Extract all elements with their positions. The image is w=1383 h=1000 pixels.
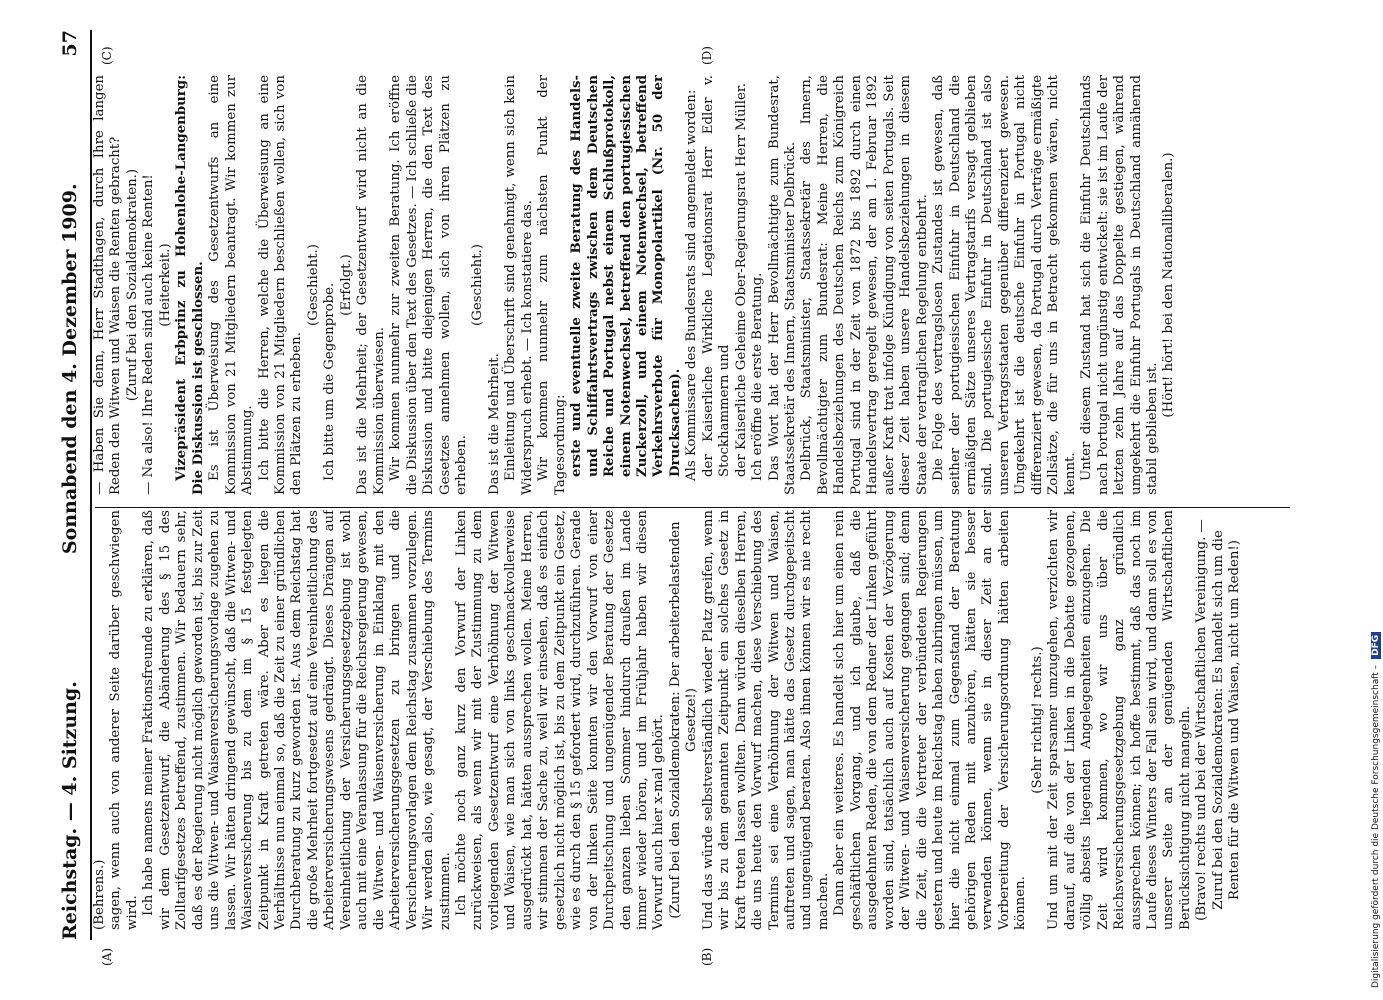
- margin-marker-b: (B): [700, 947, 714, 966]
- column-rule: [95, 507, 1290, 508]
- paragraph: Und um mit der Zeit sparsamer umzugehen, verzichten wir darauf, auf die von der Linken in die Debatte gezogenen, völlig abseits liegenden Angelegenheiten einzugehen. Die Zeit wird kommen, wo wir uns über die Reichsversicherungsgesetzgebung ganz gründlich aussprechen können; ich hoffe bestimmt, daß das noch im Laufe dieses Winters der Fall sein wird, und dann soll es von unserer Seite an der genügenden Wirtschaftlichen Berücksichtigung nicht mangeln.: [1046, 510, 1193, 930]
- margin-marker-c: (C): [100, 46, 114, 65]
- interjection: (Heiterkeit.): [157, 243, 173, 327]
- header-left: Reichstag. — 4. Sitzung.: [59, 681, 81, 940]
- paragraph: Und das würde selbstverständlich wieder Platz greifen, wenn wir bis zu dem genannten Zeitpunkt ein solches Gesetz in Kraft treten lassen wollten. Dann würden dieselben Herren, die uns heute den Vorwurf machen, diese Verschiebung des Termins sei eine Verhöhnung der Witwen und Waisen, auftreten und sagen, man hätte das Gesetz durchgepeitscht und ungenügend beraten. Also ihnen können wir es nie recht machen.: [700, 510, 831, 930]
- paragraph: Als Kommissare des Bundesrats sind angemeldet worden:: [684, 89, 700, 481]
- paragraph: Ich eröffne die erste Beratung.: [750, 272, 766, 481]
- dfg-logo: DFG: [1371, 632, 1381, 659]
- credit-text: Digitalisierung gefördert durch die Deutsche Forschungsgemeinschaft –: [1371, 664, 1381, 988]
- paragraph: sagen, wenn auch von anderer Seite darüber geschwiegen wird.: [108, 510, 140, 930]
- agenda-item: erste und eventuelle zweite Beratung des Handels- und Schiffahrtsvertrags zwischen dem Deutschen Reiche und Portugal nebst einem Schlußprotokoll, einem Notenwechsel, betreffend den portugiesischen Zuckerzoll, und einem Notenwechsel, betreffend Verkehrsverbote für Monopolartikel (Nr. 50 der Drucksachen).: [569, 75, 683, 477]
- paragraph: Ich bitte um die Gegenprobe.: [322, 282, 338, 481]
- interjection: (Bravo! rechts und bei der Wirtschaftlichen Vereinigung. — Zuruf bei den Sozialdemokraten: Es handelt sich um die Renten für die Witwen und Waisen, nicht um Reden!): [1194, 519, 1243, 921]
- page-number: 57: [59, 30, 81, 57]
- paragraph: Ich habe namens meiner Fraktionsfreunde zu erklären, daß wir dem Gesetzentwurf, die Abänderung des § 15 des Zolltarifgesetzes betreffend, zustimmen. Wir bedauern sehr, daß es der Regierung nicht möglich geworden ist, bis zur Zeit uns die Witwen- und Waisenversicherungsvorlage zugehen zu lassen. Wir hätten dringend gewünscht, daß die Witwen- und Waisenversicherung bis zu dem im § 15 festgelegten Zeitpunkt in Kraft getreten wäre. Aber es liegen die Verhältnisse nun einmal so, daß die Zeit zu einer gründlichen Durchberatung zu kurz geworden ist. Aus dem Reichstag hat die große Mehrheit fortgesetzt auf eine Vereinheitlichung des Arbeiterversicherungswesens gedrängt. Dieses Drängen auf Vereinheitlichung der Versicherungsgesetzgebung ist wohl auch mit eine Veranlassung für die Reichsregierung gewesen, die Witwen- und Waisenversicherung in Einklang mit den Arbeiterversicherungsgesetzen zu bringen und die Versicherungsvorlagen dem Reichstag zusammen vorzulegen. Wir werden also, wie gesagt, der Verschiebung des Termins zustimmen.: [141, 510, 453, 930]
- speaker-paragraph: Delbrück, Staatsminister, Staatssekretär des Innern, Bevollmächtigter zum Bundesrat: Meine Herren, die Handelsbeziehungen des Deutschen Reichs zum Königreich Portugal sind in der Zeit von 1872 bis 1892 durch einen Handelsvertrag geregelt gewesen, der am 1. Februar 1892 außer Kraft trat infolge Kündigung von seiten Portugals. Seit dieser Zeit haben unsere Handelsbeziehungen in diesem Staate der vertraglichen Regelung entbehrt.: [799, 75, 930, 495]
- interjection: (Geschieht.): [470, 244, 486, 326]
- left-column: [92, 510, 1292, 930]
- paragraph: Wir kommen nunmehr zum nächsten Punkt der Tagesordnung:: [536, 75, 568, 495]
- speaker-paragraph: Vizepräsident Erbprinz zu Hohenlohe-Langenburg: Die Diskussion ist geschlossen.: [174, 75, 206, 495]
- paragraph: Ich bitte die Herren, welche die Überweisung an eine Kommission von 21 Mitgliedern beschließen wollen, sich von den Plätzen zu erheben.: [256, 75, 305, 495]
- paragraph: Das ist die Mehrheit; der Gesetzentwurf wird nicht an die Kommission überwiesen.: [355, 75, 387, 495]
- paragraph: Es ist Überweisung des Gesetzentwurfs an eine Kommission von 21 Mitgliedern beantragt. Wir kommen zur Abstimmung.: [207, 75, 256, 495]
- commissioner-entry: der Kaiserliche Geheime Ober-Regierungsrat Herr Müller.: [733, 82, 749, 477]
- interjection: (Zuruf bei den Sozialdemokraten: Der arbeiterbelastenden Gesetze!): [667, 521, 700, 919]
- paragraph: Unter diesem Zustand hat sich die Einfuhr Deutschlands nach Portugal nicht ungünstig entwickelt: sie ist im Laufe der letzten zehn Jahre auf das Doppelte gestiegen, während umgekehrt die Einfuhr Portugals in Deutschland annähernd stabil geblieben ist.: [1079, 75, 1160, 495]
- interjection: (Erfolgt.): [338, 254, 354, 316]
- paragraph: Wir kommen nunmehr zur zweiten Beratung. Ich eröffne die Diskussion über den Text des Gesetzes. — Ich schließe die Diskussion und bitte diejenigen Herren, die den Text des Gesetzes annehmen wollen, sich von ihren Plätzen zu erheben.: [388, 75, 469, 495]
- paragraph: Einleitung und Überschrift sind genehmigt, wenn sich kein Widerspruch erhebt. — Ich konstatiere das.: [503, 75, 535, 495]
- digitization-credit: [1370, 8, 1382, 988]
- commissioner-entry: der Kaiserliche Wirkliche Legationsrat Herr Edler v. Stockhammern und: [700, 75, 733, 477]
- speaker-note: (Behrens.): [92, 859, 107, 930]
- paragraph: Ich möchte noch ganz kurz den Vorwurf der Linken zurückweisen, als wenn wir mit der Zustimmung zu dem vorliegenden Gesetzentwurf eine Verhöhnung der Witwen und Waisen, wie man sich von links geschmackvollerweise ausgedrückt hat, hätten aussprechen wollen. Meine Herren, wir stimmen der Sache zu, weil wir einsehen, daß es einfach gesetzlich nicht möglich ist, bis zu dem Zeitpunkt ein Gesetz, wie es durch den § 15 gefordert wird, durchzuführen. Gerade von der linken Seite konnten wir den Vorwurf von einer Durchpeitschung und ungenügender Beratung der Gesetze den ganzen lieben Sommer hindurch draußen im Lande immer wieder hören, und im Frühjahr haben wir diesen Vorwurf auch hier x-mal gehört.: [453, 510, 667, 930]
- right-column: [92, 75, 1292, 495]
- paragraph: Die Folge des vertragslosen Zustandes ist gewesen, daß seither der portugiesischen Einfuhr in Deutschland die ermäßigten Sätze unseres Vertragstarifs versagt geblieben sind. Die portugiesische Einfuhr in Deutschland ist also unseren Vertragsstaaten gegenüber differenziert gewesen. Umgekehrt ist die deutsche Einfuhr in Portugal nicht differenziert gewesen, da Portugal durch Verträge ermäßigte Zollsätze, die für uns in Betracht gekommen wären, nicht kennt.: [931, 75, 1078, 495]
- paragraph: Das Wort hat der Herr Bevollmächtigte zum Bundesrat, Staatssekretär des Innern, Staatsminister Delbrück.: [766, 75, 799, 495]
- interjection: (Sehr richtig! rechts.): [1029, 646, 1045, 794]
- interjection: (Hört! hört! bei den Nationalliberalen.): [1161, 152, 1177, 418]
- margin-marker-d: (D): [700, 46, 714, 65]
- interjection: (Geschieht.): [305, 244, 321, 326]
- page-header: [50, 30, 92, 940]
- paragraph: Dann aber ein weiteres. Es handelt sich hier um einen rein geschäftlichen Vorgang, und ich glaube, daß die ausgedehnten Reden, die von dem Redner der Linken geführt worden sind, tatsächlich auch auf Kosten der Verzögerung der Witwen- und Waisenversicherung gegangen sind; denn die Zeit, die die Vertreter der verbündeten Regierungen gestern und heute im Reichstag haben zubringen müssen, um hier die nicht einmal zum Gegenstand der Beratung gehörigen Reden mit anzuhören, hätten sie besser verwenden können, wenn sie in dieser Zeit an der Vorbereitung der Versicherungsordnung hätten arbeiten können.: [832, 510, 1029, 930]
- interjection: (Zuruf bei den Sozialdemokraten.): [124, 168, 140, 402]
- margin-marker-a: (A): [100, 947, 114, 966]
- header-date: Sonnabend den 4. Dezember 1909.: [59, 183, 81, 555]
- paragraph: Das ist die Mehrheit.: [486, 353, 502, 495]
- paragraph: — Haben Sie denn, Herr Stadthagen, durch Ihre langen Reden den Witwen und Waisen die Renten gebracht?: [92, 75, 124, 495]
- paragraph: — Na also! Ihre Reden sind auch keine Renten!: [141, 174, 157, 495]
